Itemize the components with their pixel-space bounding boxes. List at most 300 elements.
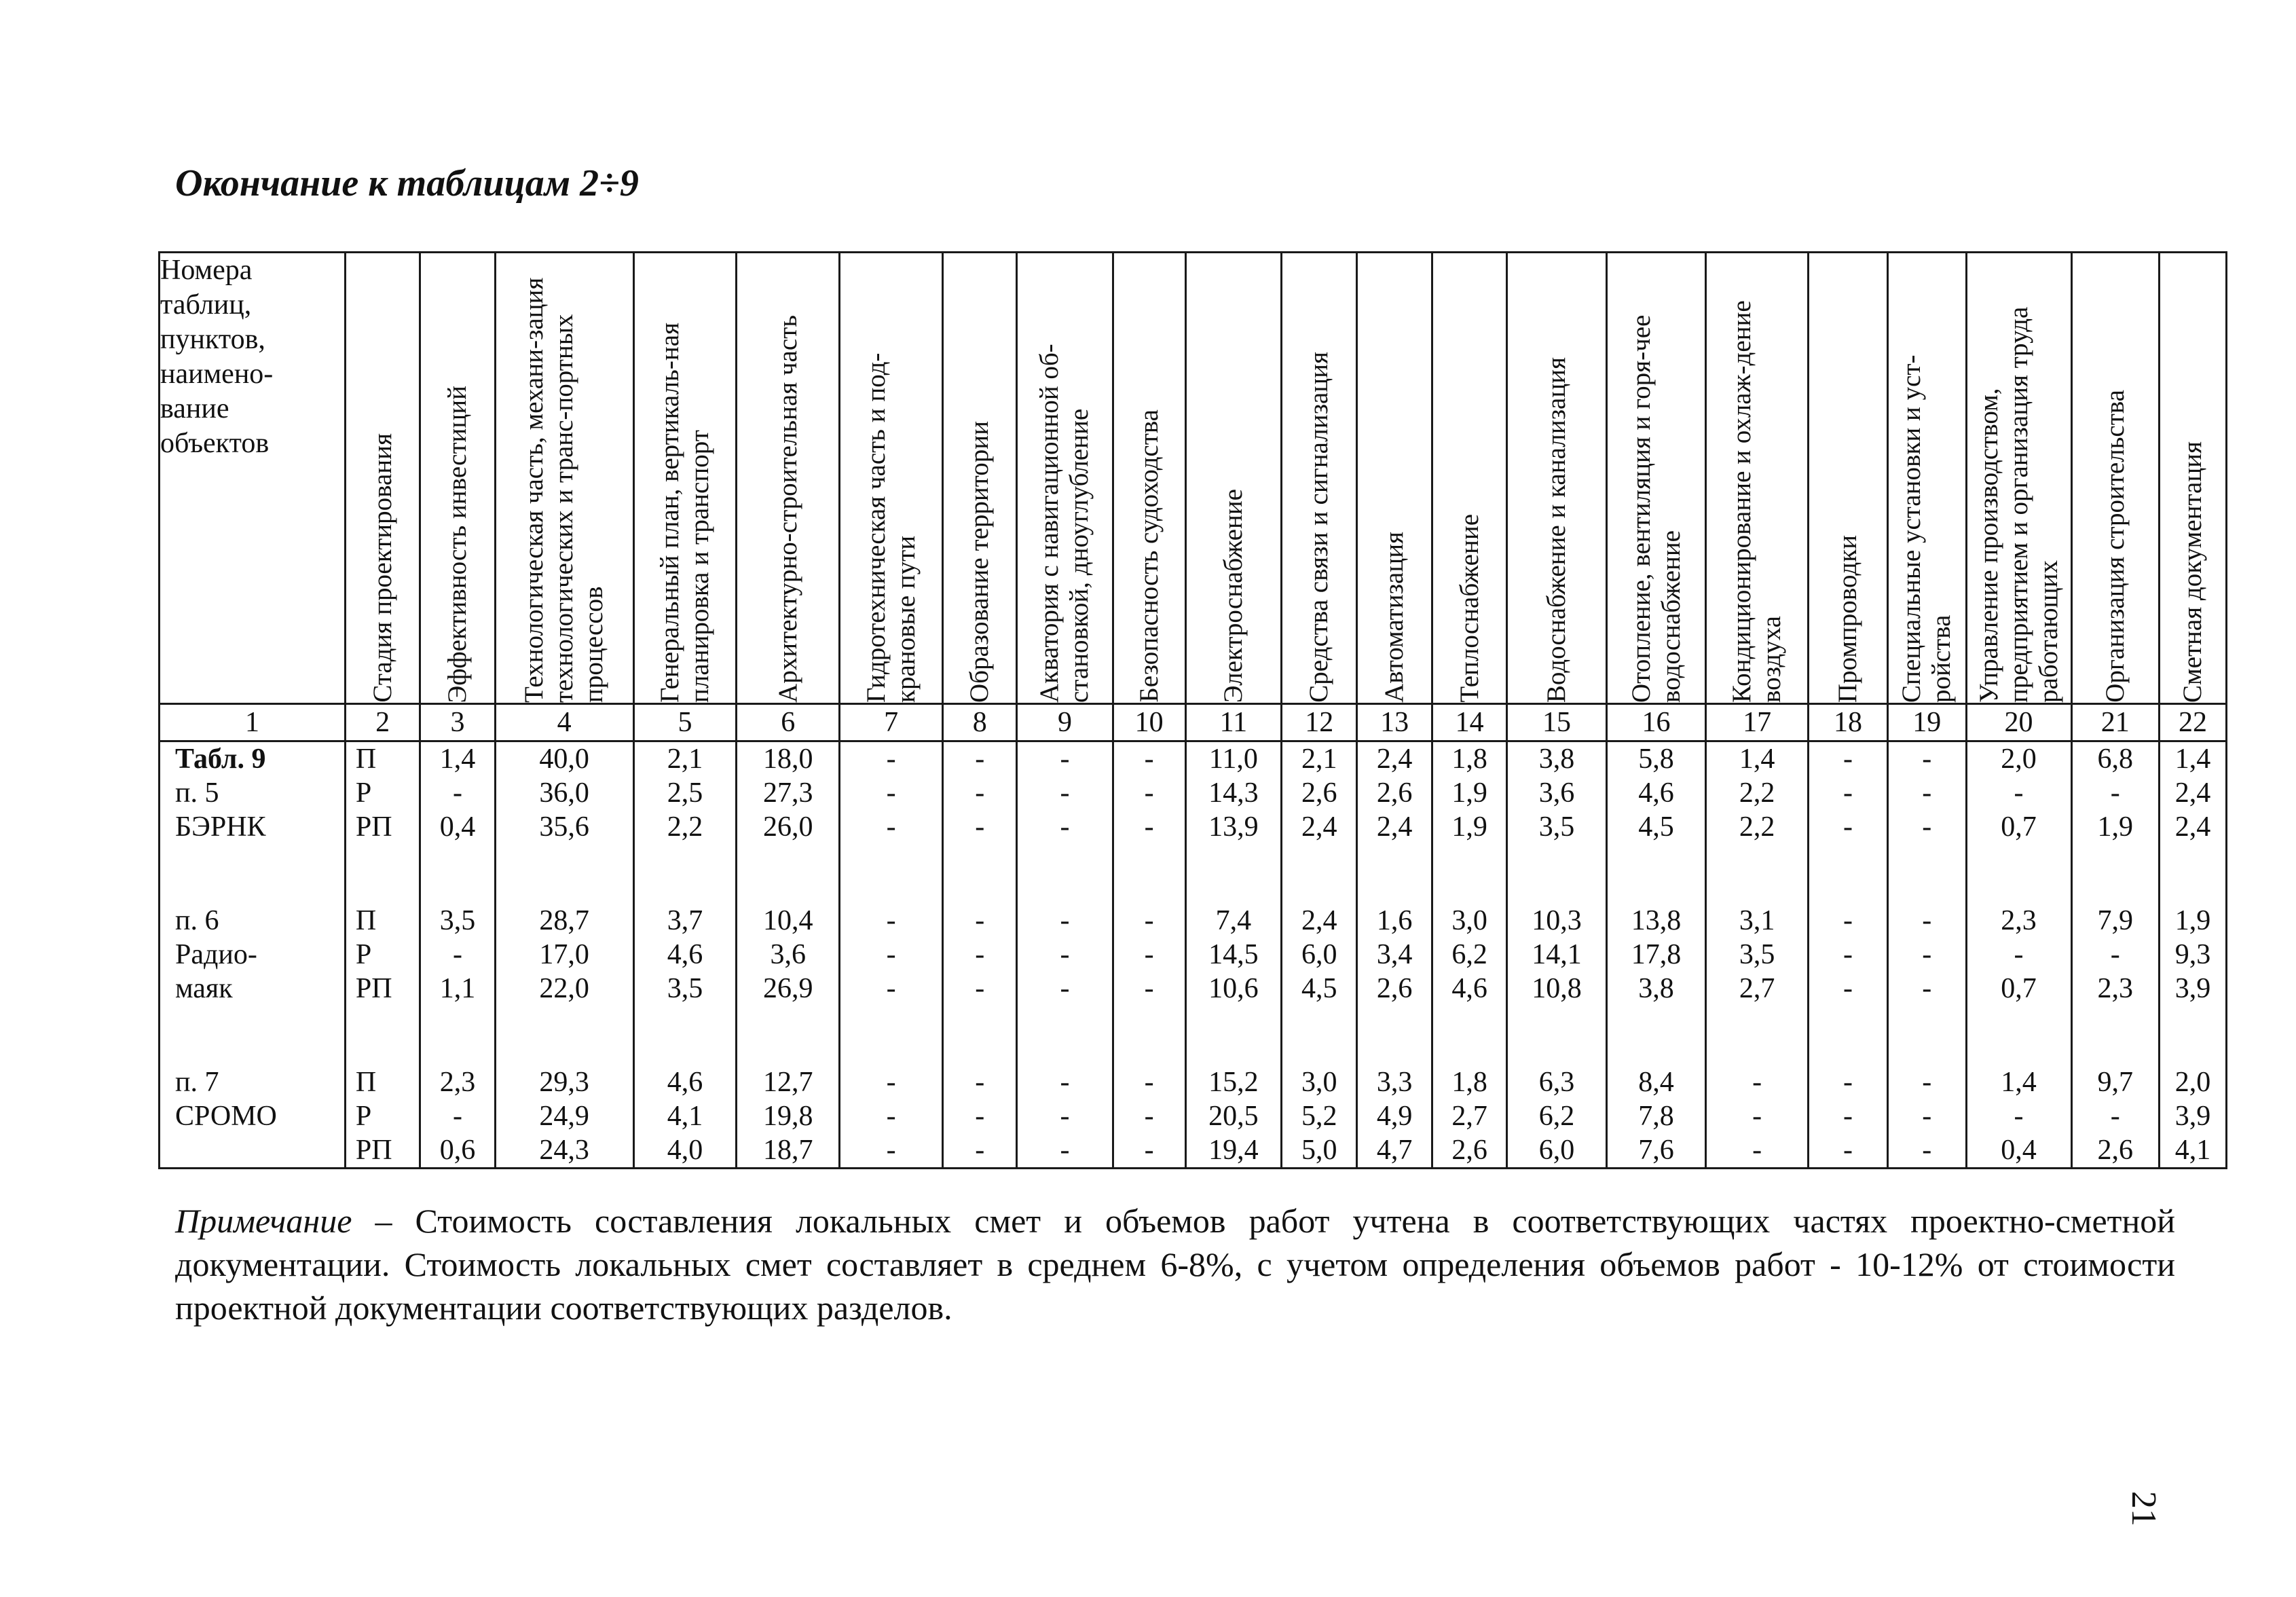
table-value: 4,9 bbox=[1376, 1101, 1413, 1132]
table-value: - bbox=[886, 777, 896, 809]
column-header bbox=[840, 253, 943, 704]
column-header bbox=[1507, 253, 1607, 704]
table-value: - bbox=[886, 744, 896, 775]
table-value: 2,7 bbox=[1739, 973, 1775, 1004]
column-header bbox=[737, 253, 840, 704]
table-value: - bbox=[1060, 1135, 1070, 1166]
table-value: 19,8 bbox=[763, 1101, 813, 1132]
column-header-text: Сметная документация bbox=[2178, 441, 2208, 703]
table-value: 10,4 bbox=[763, 905, 813, 936]
column-header-text: Теплоснабжение bbox=[1454, 514, 1484, 703]
table-value: - bbox=[1060, 1067, 1070, 1098]
column-number: 19 bbox=[1887, 704, 1966, 741]
header-line: пунктов, bbox=[160, 324, 265, 355]
table-value: 3,1 bbox=[1739, 905, 1775, 936]
table-value: 5,0 bbox=[1301, 1135, 1337, 1166]
table-value: 7,8 bbox=[1638, 1101, 1674, 1132]
table-value: - bbox=[1144, 1101, 1154, 1132]
table-value: - bbox=[453, 1101, 463, 1132]
table-value: 2,0 bbox=[2001, 744, 2037, 775]
object-label: п. 5 bbox=[175, 777, 219, 809]
column-number: 7 bbox=[840, 704, 943, 741]
value-cell bbox=[495, 741, 633, 1169]
table-value: 2,6 bbox=[1376, 777, 1413, 809]
column-number: 9 bbox=[1017, 704, 1113, 741]
column-number: 13 bbox=[1357, 704, 1432, 741]
column-header-text: Организация строительства bbox=[2100, 390, 2130, 703]
table-value: 3,5 bbox=[439, 905, 476, 936]
table-value: - bbox=[1144, 744, 1154, 775]
footnote-text: Стоимость составления локальных смет и объемов работ учтена в соответствующих частях проектно-сметной документации. Стоимость локальных смет составляет в среднем 6-8%, с учетом определения объемов работ - 10-12% от стоимости проектной документации соответствующих разделов. bbox=[175, 1202, 2176, 1327]
object-label: СРОМО bbox=[175, 1101, 277, 1132]
value-cell bbox=[1606, 741, 1706, 1169]
table-value: 1,6 bbox=[1376, 905, 1413, 936]
table-value: - bbox=[1843, 777, 1853, 809]
column-header-text: Безопасность судоходства bbox=[1134, 409, 1164, 703]
header-line: таблиц, bbox=[160, 289, 252, 320]
table-value: 2,3 bbox=[439, 1067, 476, 1098]
object-label: п. 7 bbox=[175, 1067, 219, 1098]
column-header-text: Управление производством, предприятием и организация труда работающих bbox=[1974, 306, 2063, 703]
table-value: - bbox=[1922, 1135, 1932, 1166]
table-value: 3,6 bbox=[770, 939, 807, 970]
table-value: - bbox=[1922, 1101, 1932, 1132]
header-line: наимено- bbox=[160, 359, 274, 390]
table-value: - bbox=[1843, 1067, 1853, 1098]
table-value: 3,0 bbox=[1451, 905, 1487, 936]
table-value: РП bbox=[355, 811, 392, 843]
table-value: 28,7 bbox=[539, 905, 589, 936]
column-header bbox=[2071, 253, 2160, 704]
table-value: 36,0 bbox=[539, 777, 589, 809]
table-value: РП bbox=[355, 973, 392, 1004]
value-cell bbox=[1185, 741, 1281, 1169]
table-value: 3,5 bbox=[667, 973, 703, 1004]
table-value: - bbox=[1922, 939, 1932, 970]
table-value: - bbox=[886, 905, 896, 936]
value-cell bbox=[943, 741, 1017, 1169]
object-label: маяк bbox=[175, 973, 233, 1004]
table-value: 22,0 bbox=[539, 973, 589, 1004]
table-value: - bbox=[1922, 1067, 1932, 1098]
object-label: Радио- bbox=[175, 939, 257, 970]
table-value: 4,5 bbox=[1638, 811, 1674, 843]
table-value: - bbox=[1144, 811, 1154, 843]
table-value: 2,2 bbox=[667, 811, 703, 843]
table-value: - bbox=[2110, 777, 2120, 809]
table-value: - bbox=[1843, 973, 1853, 1004]
table-value: - bbox=[886, 1067, 896, 1098]
table-value: 3,0 bbox=[1301, 1067, 1337, 1098]
table-value: 10,8 bbox=[1532, 973, 1582, 1004]
table-value: 2,6 bbox=[1451, 1135, 1487, 1166]
table-value: 0,7 bbox=[2001, 973, 2037, 1004]
table-value: 2,2 bbox=[1739, 811, 1775, 843]
object-label: п. 6 bbox=[175, 905, 219, 936]
data-row bbox=[160, 741, 2227, 1169]
column-number: 2 bbox=[345, 704, 420, 741]
table-value: - bbox=[1843, 1135, 1853, 1166]
column-number: 17 bbox=[1706, 704, 1809, 741]
column-header bbox=[1017, 253, 1113, 704]
column-header-text: Электроснабжение bbox=[1218, 488, 1248, 703]
table-value: - bbox=[1922, 744, 1932, 775]
table-value: - bbox=[1060, 777, 1070, 809]
column-header bbox=[2160, 253, 2227, 704]
table-value: РП bbox=[355, 1135, 392, 1166]
table-value: 2,4 bbox=[2174, 811, 2211, 843]
table-value: - bbox=[886, 939, 896, 970]
table-value: 10,6 bbox=[1208, 973, 1259, 1004]
column-header bbox=[1966, 253, 2071, 704]
header-line: вание bbox=[160, 393, 229, 424]
table-value: - bbox=[2110, 939, 2120, 970]
value-cell bbox=[1357, 741, 1432, 1169]
value-cell bbox=[1432, 741, 1506, 1169]
table-value: 26,9 bbox=[763, 973, 813, 1004]
table-value: 1,4 bbox=[2174, 744, 2211, 775]
table-value: 17,0 bbox=[539, 939, 589, 970]
table-value: - bbox=[975, 1067, 985, 1098]
table-value: - bbox=[1060, 973, 1070, 1004]
column-header bbox=[420, 253, 495, 704]
column-header-text: Кондиционирование и охлаж-дение воздуха bbox=[1727, 300, 1787, 703]
table-value: 9,7 bbox=[2097, 1067, 2134, 1098]
table-value: 2,4 bbox=[1301, 811, 1337, 843]
table-value: - bbox=[886, 1135, 896, 1166]
table-value: - bbox=[1843, 1101, 1853, 1132]
table-value: 18,7 bbox=[763, 1135, 813, 1166]
table-value: 3,5 bbox=[1538, 811, 1575, 843]
table-value: - bbox=[975, 905, 985, 936]
table-value: - bbox=[1144, 777, 1154, 809]
column-header bbox=[1606, 253, 1706, 704]
table-value: 2,4 bbox=[1376, 744, 1413, 775]
value-cell bbox=[1507, 741, 1607, 1169]
table-value: - bbox=[1843, 905, 1853, 936]
table-value: 18,0 bbox=[763, 744, 813, 775]
column-number: 20 bbox=[1966, 704, 2071, 741]
table-value: 3,3 bbox=[1376, 1067, 1413, 1098]
column-number: 6 bbox=[737, 704, 840, 741]
table-value: - bbox=[886, 973, 896, 1004]
value-cell bbox=[1706, 741, 1809, 1169]
table-value: 6,2 bbox=[1451, 939, 1487, 970]
table-value: Р bbox=[355, 1101, 372, 1132]
table-value: 2,1 bbox=[667, 744, 703, 775]
table-value: 2,3 bbox=[2097, 973, 2134, 1004]
object-label: БЭРНК bbox=[175, 811, 266, 843]
column-number: 11 bbox=[1185, 704, 1281, 741]
table-value: 14,3 bbox=[1208, 777, 1259, 809]
table-value: 1,4 bbox=[1739, 744, 1775, 775]
table-value: 14,5 bbox=[1208, 939, 1259, 970]
table-value: - bbox=[975, 1101, 985, 1132]
table-value: - bbox=[1144, 973, 1154, 1004]
table-value: 9,3 bbox=[2174, 939, 2211, 970]
table-value: 19,4 bbox=[1208, 1135, 1259, 1166]
value-cell bbox=[2071, 741, 2160, 1169]
table-value: 3,6 bbox=[1538, 777, 1575, 809]
table-value: 1,9 bbox=[1451, 811, 1487, 843]
column-header bbox=[1432, 253, 1506, 704]
column-header-text: Генеральный план, вертикаль-ная планировка и транспорт bbox=[654, 323, 714, 703]
table-value: 1,8 bbox=[1451, 1067, 1487, 1098]
column-number: 21 bbox=[2071, 704, 2160, 741]
table-value: 0,4 bbox=[439, 811, 476, 843]
table-value: 13,9 bbox=[1208, 811, 1259, 843]
footnote bbox=[175, 1199, 2175, 1329]
table-value: - bbox=[1922, 973, 1932, 1004]
column-number: 12 bbox=[1281, 704, 1356, 741]
table-value: - bbox=[1060, 939, 1070, 970]
column-number: 1 bbox=[160, 704, 346, 741]
table-value: 6,0 bbox=[1538, 1135, 1575, 1166]
value-cell bbox=[420, 741, 495, 1169]
table-value: 4,6 bbox=[667, 939, 703, 970]
value-cell bbox=[1113, 741, 1185, 1169]
value-cell bbox=[840, 741, 943, 1169]
table-value: Р bbox=[355, 777, 372, 809]
table-value: 4,6 bbox=[667, 1067, 703, 1098]
table-value: Р bbox=[355, 939, 372, 970]
column-header bbox=[1887, 253, 1966, 704]
table-value: 3,9 bbox=[2174, 973, 2211, 1004]
table-value: 5,2 bbox=[1301, 1101, 1337, 1132]
table-value: 13,8 bbox=[1631, 905, 1682, 936]
column-header bbox=[633, 253, 737, 704]
cost-table bbox=[158, 251, 2227, 1169]
table-value: 24,9 bbox=[539, 1101, 589, 1132]
column-header-text: Образование территории bbox=[965, 420, 995, 703]
table-value: 3,8 bbox=[1638, 973, 1674, 1004]
table-value: 1,4 bbox=[439, 744, 476, 775]
table-value: 4,0 bbox=[667, 1135, 703, 1166]
table-value: 29,3 bbox=[539, 1067, 589, 1098]
table-value: 15,2 bbox=[1208, 1067, 1259, 1098]
column-number: 4 bbox=[495, 704, 633, 741]
table-value: 11,0 bbox=[1208, 744, 1258, 775]
value-cell bbox=[737, 741, 840, 1169]
table-value: - bbox=[1922, 905, 1932, 936]
table-value: 0,4 bbox=[2001, 1135, 2037, 1166]
table-value: П bbox=[355, 1067, 377, 1098]
table-value: 2,3 bbox=[2001, 905, 2037, 936]
column-header-text: Промпроводки bbox=[1832, 534, 1862, 703]
value-cell bbox=[1966, 741, 2071, 1169]
table-value: - bbox=[2014, 1101, 2024, 1132]
table-caption: Окончание к таблицам 2÷9 bbox=[175, 162, 639, 204]
table-value: - bbox=[2014, 777, 2024, 809]
table-value: П bbox=[355, 744, 377, 775]
table-value: - bbox=[1752, 1135, 1762, 1166]
object-label bbox=[175, 1133, 344, 1167]
table-value: 3,9 bbox=[2174, 1101, 2211, 1132]
column-number: 3 bbox=[420, 704, 495, 741]
table-value: - bbox=[1144, 1067, 1154, 1098]
column-header bbox=[943, 253, 1017, 704]
column-number-row bbox=[160, 704, 2227, 741]
value-cell bbox=[1017, 741, 1113, 1169]
column-header bbox=[1357, 253, 1432, 704]
table-value: 1,9 bbox=[1451, 777, 1487, 809]
table-value: 2,4 bbox=[1301, 905, 1337, 936]
value-cell bbox=[2160, 741, 2227, 1169]
table-value: 4,7 bbox=[1376, 1135, 1413, 1166]
table-value: - bbox=[975, 1135, 985, 1166]
table-value: 6,0 bbox=[1301, 939, 1337, 970]
page-number: 21 bbox=[2124, 1491, 2163, 1526]
table-value: 6,2 bbox=[1538, 1101, 1575, 1132]
column-header bbox=[495, 253, 633, 704]
stage-cell bbox=[345, 741, 420, 1169]
value-cell bbox=[1809, 741, 1888, 1169]
table-value: 4,1 bbox=[2174, 1135, 2211, 1166]
column-header-text: Средства связи и сигнализация bbox=[1304, 352, 1334, 703]
table-value: П bbox=[355, 905, 377, 936]
table-value: 8,4 bbox=[1638, 1067, 1674, 1098]
table-value: 10,3 bbox=[1532, 905, 1582, 936]
column-number: 14 bbox=[1432, 704, 1506, 741]
column-header-text: Гидротехническая часть и под-крановые пути bbox=[861, 352, 921, 703]
column-header-text: Акватория с навигационной об-становкой, дноуглубление bbox=[1035, 344, 1094, 703]
table-value: 27,3 bbox=[763, 777, 813, 809]
table-value: 2,0 bbox=[2174, 1067, 2211, 1098]
table-value: 4,6 bbox=[1451, 973, 1487, 1004]
table-value: 5,8 bbox=[1638, 744, 1674, 775]
table-value: 2,7 bbox=[1451, 1101, 1487, 1132]
table-value: 4,1 bbox=[667, 1101, 703, 1132]
table-value: - bbox=[1922, 777, 1932, 809]
table-value: - bbox=[975, 744, 985, 775]
column-header bbox=[1281, 253, 1356, 704]
table-value: - bbox=[1752, 1067, 1762, 1098]
column-header-text: Архитектурно-строительная часть bbox=[773, 315, 802, 703]
table-value: 17,8 bbox=[1631, 939, 1682, 970]
table-value: 24,3 bbox=[539, 1135, 589, 1166]
table-value: 2,4 bbox=[1376, 811, 1413, 843]
table-value: 6,3 bbox=[1538, 1067, 1575, 1098]
column-number: 5 bbox=[633, 704, 737, 741]
table-value: 1,9 bbox=[2097, 811, 2134, 843]
table-value: 0,7 bbox=[2001, 811, 2037, 843]
table-value: 2,1 bbox=[1301, 744, 1337, 775]
table-value: 6,8 bbox=[2097, 744, 2134, 775]
table-value: 4,6 bbox=[1638, 777, 1674, 809]
table-value: - bbox=[1060, 905, 1070, 936]
table-value: 0,6 bbox=[439, 1135, 476, 1166]
column-header bbox=[1185, 253, 1281, 704]
table-value: - bbox=[1060, 1101, 1070, 1132]
value-cell bbox=[1887, 741, 1966, 1169]
table-value: - bbox=[975, 973, 985, 1004]
column-header bbox=[1706, 253, 1809, 704]
column-header-text: Специальные установки и уст-ройства bbox=[1897, 354, 1957, 703]
table-value: - bbox=[1144, 905, 1154, 936]
table-value: - bbox=[1060, 744, 1070, 775]
table-value: 3,7 bbox=[667, 905, 703, 936]
column-number: 16 bbox=[1606, 704, 1706, 741]
column-number: 10 bbox=[1113, 704, 1185, 741]
column-number: 15 bbox=[1507, 704, 1607, 741]
table-value: 2,6 bbox=[1376, 973, 1413, 1004]
column-header-text: Автоматизация bbox=[1380, 532, 1409, 703]
table-value: - bbox=[975, 939, 985, 970]
table-value: - bbox=[975, 811, 985, 843]
table-value: - bbox=[1144, 939, 1154, 970]
table-value: 7,4 bbox=[1215, 905, 1252, 936]
column-number: 18 bbox=[1809, 704, 1888, 741]
header-cell-objects bbox=[160, 253, 346, 704]
table-value: - bbox=[1752, 1101, 1762, 1132]
value-cell bbox=[633, 741, 737, 1169]
column-header-text: Отопление, вентиляция и горя-чее водоснабжение bbox=[1626, 314, 1686, 703]
object-label: Табл. 9 bbox=[175, 744, 266, 775]
table-value: - bbox=[886, 811, 896, 843]
table-value: 14,1 bbox=[1532, 939, 1582, 970]
table-value: 2,2 bbox=[1739, 777, 1775, 809]
table-value: - bbox=[2110, 1101, 2120, 1132]
header-line: Номера bbox=[160, 255, 253, 286]
table-value: 20,5 bbox=[1208, 1101, 1259, 1132]
table-value: 2,4 bbox=[2174, 777, 2211, 809]
column-header bbox=[1113, 253, 1185, 704]
table-value: - bbox=[1922, 811, 1932, 843]
table-value: 1,4 bbox=[2001, 1067, 2037, 1098]
column-header-text: Эффективность инвестиций bbox=[443, 385, 473, 703]
table-value: - bbox=[1843, 939, 1853, 970]
table-value: 7,6 bbox=[1638, 1135, 1674, 1166]
column-header bbox=[1809, 253, 1888, 704]
table-value: 7,9 bbox=[2097, 905, 2134, 936]
table-value: 26,0 bbox=[763, 811, 813, 843]
header-line: объектов bbox=[160, 428, 270, 459]
table-value: - bbox=[1843, 744, 1853, 775]
column-header-text: Технологическая часть, механи-зация технологических и транс-портных процессов bbox=[519, 277, 609, 703]
value-cell bbox=[1281, 741, 1356, 1169]
column-header-text: Стадия проектирования bbox=[367, 433, 397, 703]
table-value: - bbox=[1144, 1135, 1154, 1166]
table-value: - bbox=[453, 939, 463, 970]
table-value: 3,5 bbox=[1739, 939, 1775, 970]
column-header bbox=[345, 253, 420, 704]
table-value: 3,8 bbox=[1538, 744, 1575, 775]
column-header-text: Водоснабжение и канализация bbox=[1542, 356, 1572, 703]
table-value: 40,0 bbox=[539, 744, 589, 775]
table-value: 1,1 bbox=[439, 973, 476, 1004]
header-row bbox=[160, 253, 2227, 704]
table-value: - bbox=[1843, 811, 1853, 843]
table-value: 1,9 bbox=[2174, 905, 2211, 936]
table-value: 4,5 bbox=[1301, 973, 1337, 1004]
table-value: - bbox=[975, 777, 985, 809]
table-value: 12,7 bbox=[763, 1067, 813, 1098]
table-value: - bbox=[453, 777, 463, 809]
table-value: - bbox=[1060, 811, 1070, 843]
table-value: 3,4 bbox=[1376, 939, 1413, 970]
column-number: 8 bbox=[943, 704, 1017, 741]
table-value: 2,6 bbox=[1301, 777, 1337, 809]
object-names-cell bbox=[160, 741, 346, 1169]
table-value: - bbox=[2014, 939, 2024, 970]
table-value: - bbox=[886, 1101, 896, 1132]
table-value: 35,6 bbox=[539, 811, 589, 843]
table-value: 2,5 bbox=[667, 777, 703, 809]
footnote-label: Примечание – bbox=[175, 1202, 392, 1240]
table-value: 2,6 bbox=[2097, 1135, 2134, 1166]
column-number: 22 bbox=[2160, 704, 2227, 741]
table-value: 1,8 bbox=[1451, 744, 1487, 775]
